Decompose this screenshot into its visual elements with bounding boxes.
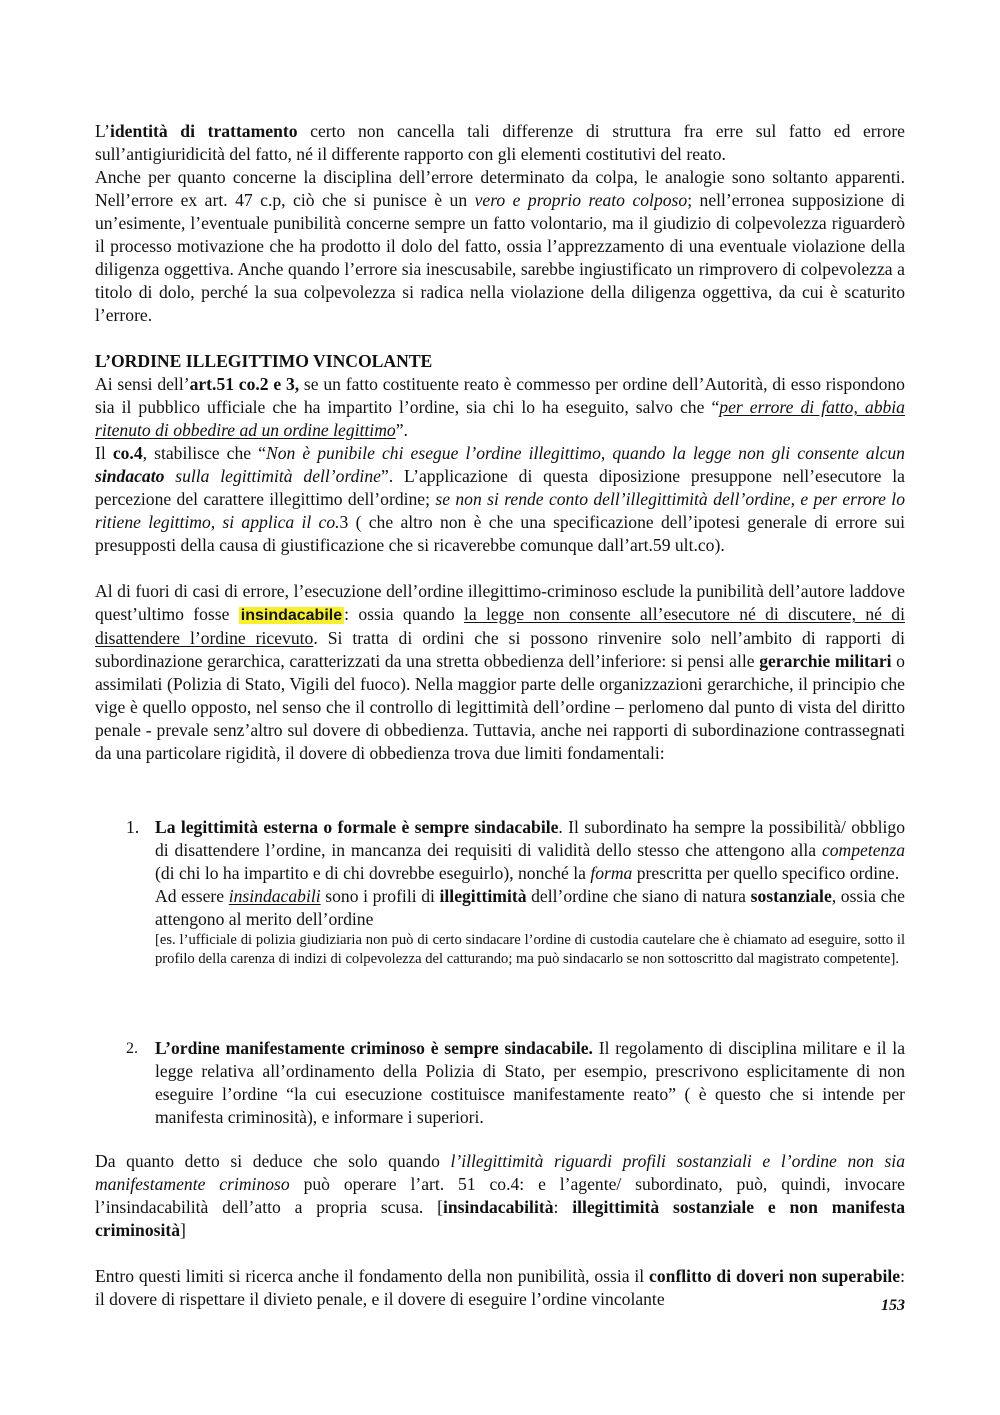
list-item-1: La legittimità esterna o formale è sempre sindacabile. Il subordinato ha sempre la possibilità/ obbligo di disattendere l’ordine, in mancanza dei requisiti di validità dello stesso che attengono alla competenza (di chi lo ha impartito e di chi dovrebbe eseguirlo), nonché la forma prescritta per quello specifico ordine. Ad essere insindacabili sono i profili di illegittimità dell’ordine che siano di natura sostanziale, ossia che attengono al merito dell’ordine [es. l’ufficiale di polizia giudiziaria non può di certo sindacare l’ordine di custodia cautelare che è chiamato ad eseguire, sotto il profilo della carenza di indizi di colpevolezza del catturando; ma può sindacarlo se non sottoscritto dal magistrato competente]. bbox=[155, 817, 905, 967]
highlighted-term: insindacabile bbox=[240, 607, 343, 624]
paragraph-insindacabile: Al di fuori di casi di errore, l’esecuzione dell’ordine illegittimo-criminoso esclude la punibilità dell’autore laddove quest’ultimo fosse insindacabile : ossia quando la legge non consente all’esecutore né di discutere, né di disattendere l’ordine ricevuto. Si tratta di ordini che si possono rinvenire solo nell’ambito di rapporti di subordinazione gerarchica, caratterizzati da una stretta obbedienza dell’inferiore: si pensi alle gerarchie militari o assimilati (Polizia di Stato, Vigili del fuoco). Nella maggior parte delle organizzazioni gerarchiche, il principio che vige è quello opposto, nel senso che il controllo di legittimità dell’ordine – perlomeno dal punto di vista del diritto penale - prevale senz’altro sul dovere di obbedienza. Tuttavia, anche nei rapporti di subordinazione contrassegnati da una particolare rigidità, il dovere di obbedienza trova due limiti fondamentali: bbox=[95, 581, 905, 763]
paragraph-deduzione: Da quanto detto si deduce che solo quando l’illegittimità riguardi profili sostanziali e l’ordine non sia manifestamente criminoso può operare l’art. 51 co.4: e l’agente/ subordinato, può, quindi, invocare l’insindacabilità dell’atto a propria scusa. [insindacabilità: illegittimità sostanziale e non manifesta criminosità] bbox=[95, 1151, 905, 1240]
example-note: [es. l’ufficiale di polizia giudiziaria non può di certo sindacare l’ordine di custodia cautelare che è chiamato ad eseguire, sotto il profilo della carenza di indizi di colpevolezza del catturando; ma può sindacarlo se non sottoscritto dal magistrato competente]. bbox=[155, 932, 905, 967]
page-number: 153 bbox=[881, 1297, 905, 1314]
paragraph-errore-colpa: Anche per quanto concerne la disciplina dell’errore determinato da colpa, le analogie sono soltanto apparenti. Nell’errore ex art. 47 c.p, ciò che si punisce è un vero e proprio reato colposo; nell’erronea supposizione di un’esimente, l’eventuale punibilità concerne sempre un fatto volontario, ma il giudizio di colpevolezza riguarderò il processo motivazione che ha prodotto il dolo del fatto, ossia l’apprezzamento di una eventuale violazione della diligenza oggettiva. Anche quando l’errore sia inescusabile, sarebbe ingiustificato un rimprovero di colpevolezza a titolo di dolo, perché la sua colpevolezza si radica nella violazione della diligenza oggettiva, da cui è scaturito l’errore. bbox=[95, 167, 905, 325]
list-number-1: 1. bbox=[126, 817, 140, 837]
list-item-2: L’ordine manifestamente criminoso è sempre sindacabile. Il regolamento di disciplina militare e il la legge relativa all’ordinamento della Polizia di Stato, per esempio, prescrivono esplicitamente di non eseguire l’ordine “la cui esecuzione costituisce manifestamente reato” ( è questo che si intende per manifesta criminosità), e informare i superiori. bbox=[155, 1038, 905, 1127]
list-number-2: 2. bbox=[126, 1040, 138, 1057]
paragraph-conflitto: Entro questi limiti si ricerca anche il fondamento della non punibilità, ossia il conflitto di doveri non superabile: il dovere di rispettare il divieto penale, e il dovere di eseguire l’ordine vincolante bbox=[95, 1266, 905, 1309]
paragraph-identita: L’identità di trattamento certo non cancella tali differenze di struttura fra erre sul fatto ed errore sull’antigiuridicità del fatto, né il differente rapporto con gli elementi costitutivi del reato. bbox=[95, 121, 905, 164]
paragraph-art51: Ai sensi dell’art.51 co.2 e 3, se un fatto costituente reato è commesso per ordine dell’Autorità, di esso rispondono sia il pubblico ufficiale che ha impartito l’ordine, sia chi lo ha eseguito, salvo che “per errore di fatto, abbia ritenuto di obbedire ad un ordine legittimo”. bbox=[95, 374, 905, 440]
paragraph-co4: Il co.4, stabilisce che “Non è punibile chi esegue l’ordine illegittimo, quando la legge non gli consente alcun sindacato sulla legittimità dell’ordine”. L’applicazione di questa diposizione presuppone nell’esecutore la percezione del carattere illegittimo dell’ordine; se non si rende conto dell’illegittimità dell’ordine, e per errore lo ritiene legittimo, si applica il co.3 ( che altro non è che una specificazione dell’ipotesi generale di errore sui presupposti della causa di giustificazione che si ricaverebbe comunque dall’art.59 ult.co). bbox=[95, 443, 906, 555]
bold-term: identità di trattamento bbox=[110, 121, 298, 141]
section-heading: L’ORDINE ILLEGITTIMO VINCOLANTE bbox=[95, 351, 433, 371]
